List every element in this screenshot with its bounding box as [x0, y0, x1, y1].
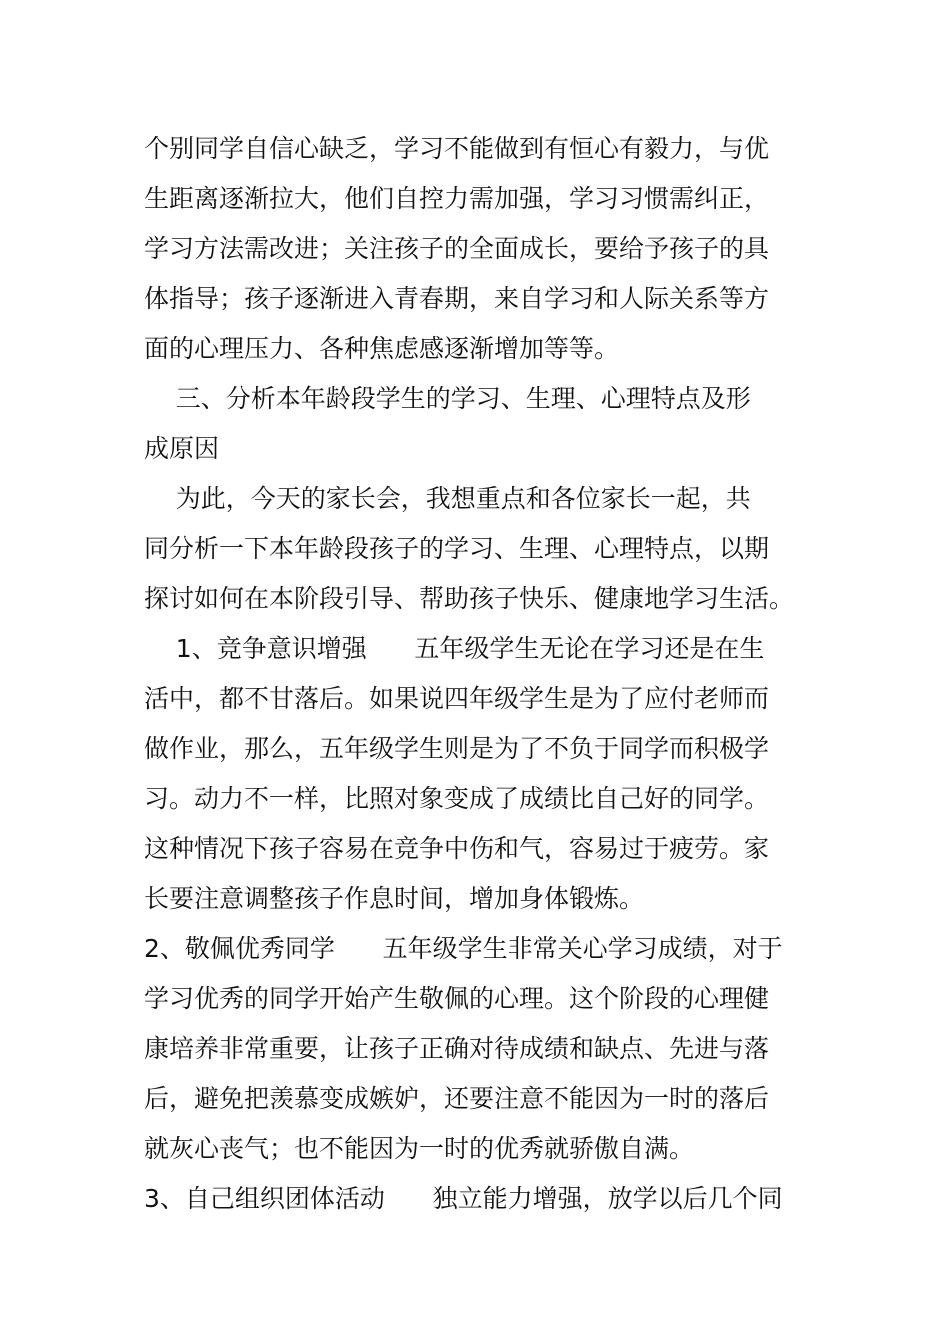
text-line: 体指导；孩子逐渐进入青春期，来自学习和人际关系等方 [144, 284, 770, 313]
text-line: 生距离逐渐拉大，他们自控力需加强，学习习惯需纠正， [144, 184, 770, 213]
text-line: 这种情况下孩子容易在竞争中伤和气，容易过于疲劳。家 [144, 834, 770, 863]
text-line: 探讨如何在本阶段引导、帮助孩子快乐、健康地学习生活。 [144, 584, 795, 613]
text-line: 后，避免把羡慕变成嫉妒，还要注意不能因为一时的落后 [144, 1084, 770, 1113]
text-line: 为此，今天的家长会，我想重点和各位家长一起，共 [144, 484, 751, 513]
text-line: 长要注意调整孩子作息时间，增加身体锻炼。 [144, 884, 645, 913]
text-line: 学习方法需改进；关注孩子的全面成长，要给予孩子的具 [144, 234, 770, 263]
text-line: 个别同学自信心缺乏，学习不能做到有恒心有毅力，与优 [144, 134, 770, 163]
body-text [144, 124, 814, 1224]
text-line: 就灰心丧气；也不能因为一时的优秀就骄傲自满。 [144, 1134, 695, 1163]
text-line: 面的心理压力、各种焦虑感逐渐增加等等。 [144, 334, 620, 363]
list-item-line: 1、竞争意识增强 五年级学生无论在学习还是在生 [144, 634, 765, 663]
list-item-line: 2、敬佩优秀同学 五年级学生非常关心学习成绩，对于 [144, 934, 783, 963]
text-line: 做作业，那么，五年级学生则是为了不负于同学而积极学 [144, 734, 770, 763]
list-item-line: 3、自己组织团体活动 独立能力增强，放学以后几个同 [144, 1184, 783, 1213]
text-line: 康培养非常重要，让孩子正确对待成绩和缺点、先进与落 [144, 1034, 770, 1063]
text-line: 学习优秀的同学开始产生敬佩的心理。这个阶段的心理健 [144, 984, 770, 1013]
text-line: 活中，都不甘落后。如果说四年级学生是为了应付老师而 [144, 684, 770, 713]
text-line: 习。动力不一样，比照对象变成了成绩比自己好的同学。 [144, 784, 770, 813]
section-heading-line: 成原因 [144, 434, 220, 463]
text-line: 同分析一下本年龄段孩子的学习、生理、心理特点，以期 [144, 534, 770, 563]
section-heading-line: 三、分析本年龄段学生的学习、生理、心理特点及形 [144, 384, 751, 413]
